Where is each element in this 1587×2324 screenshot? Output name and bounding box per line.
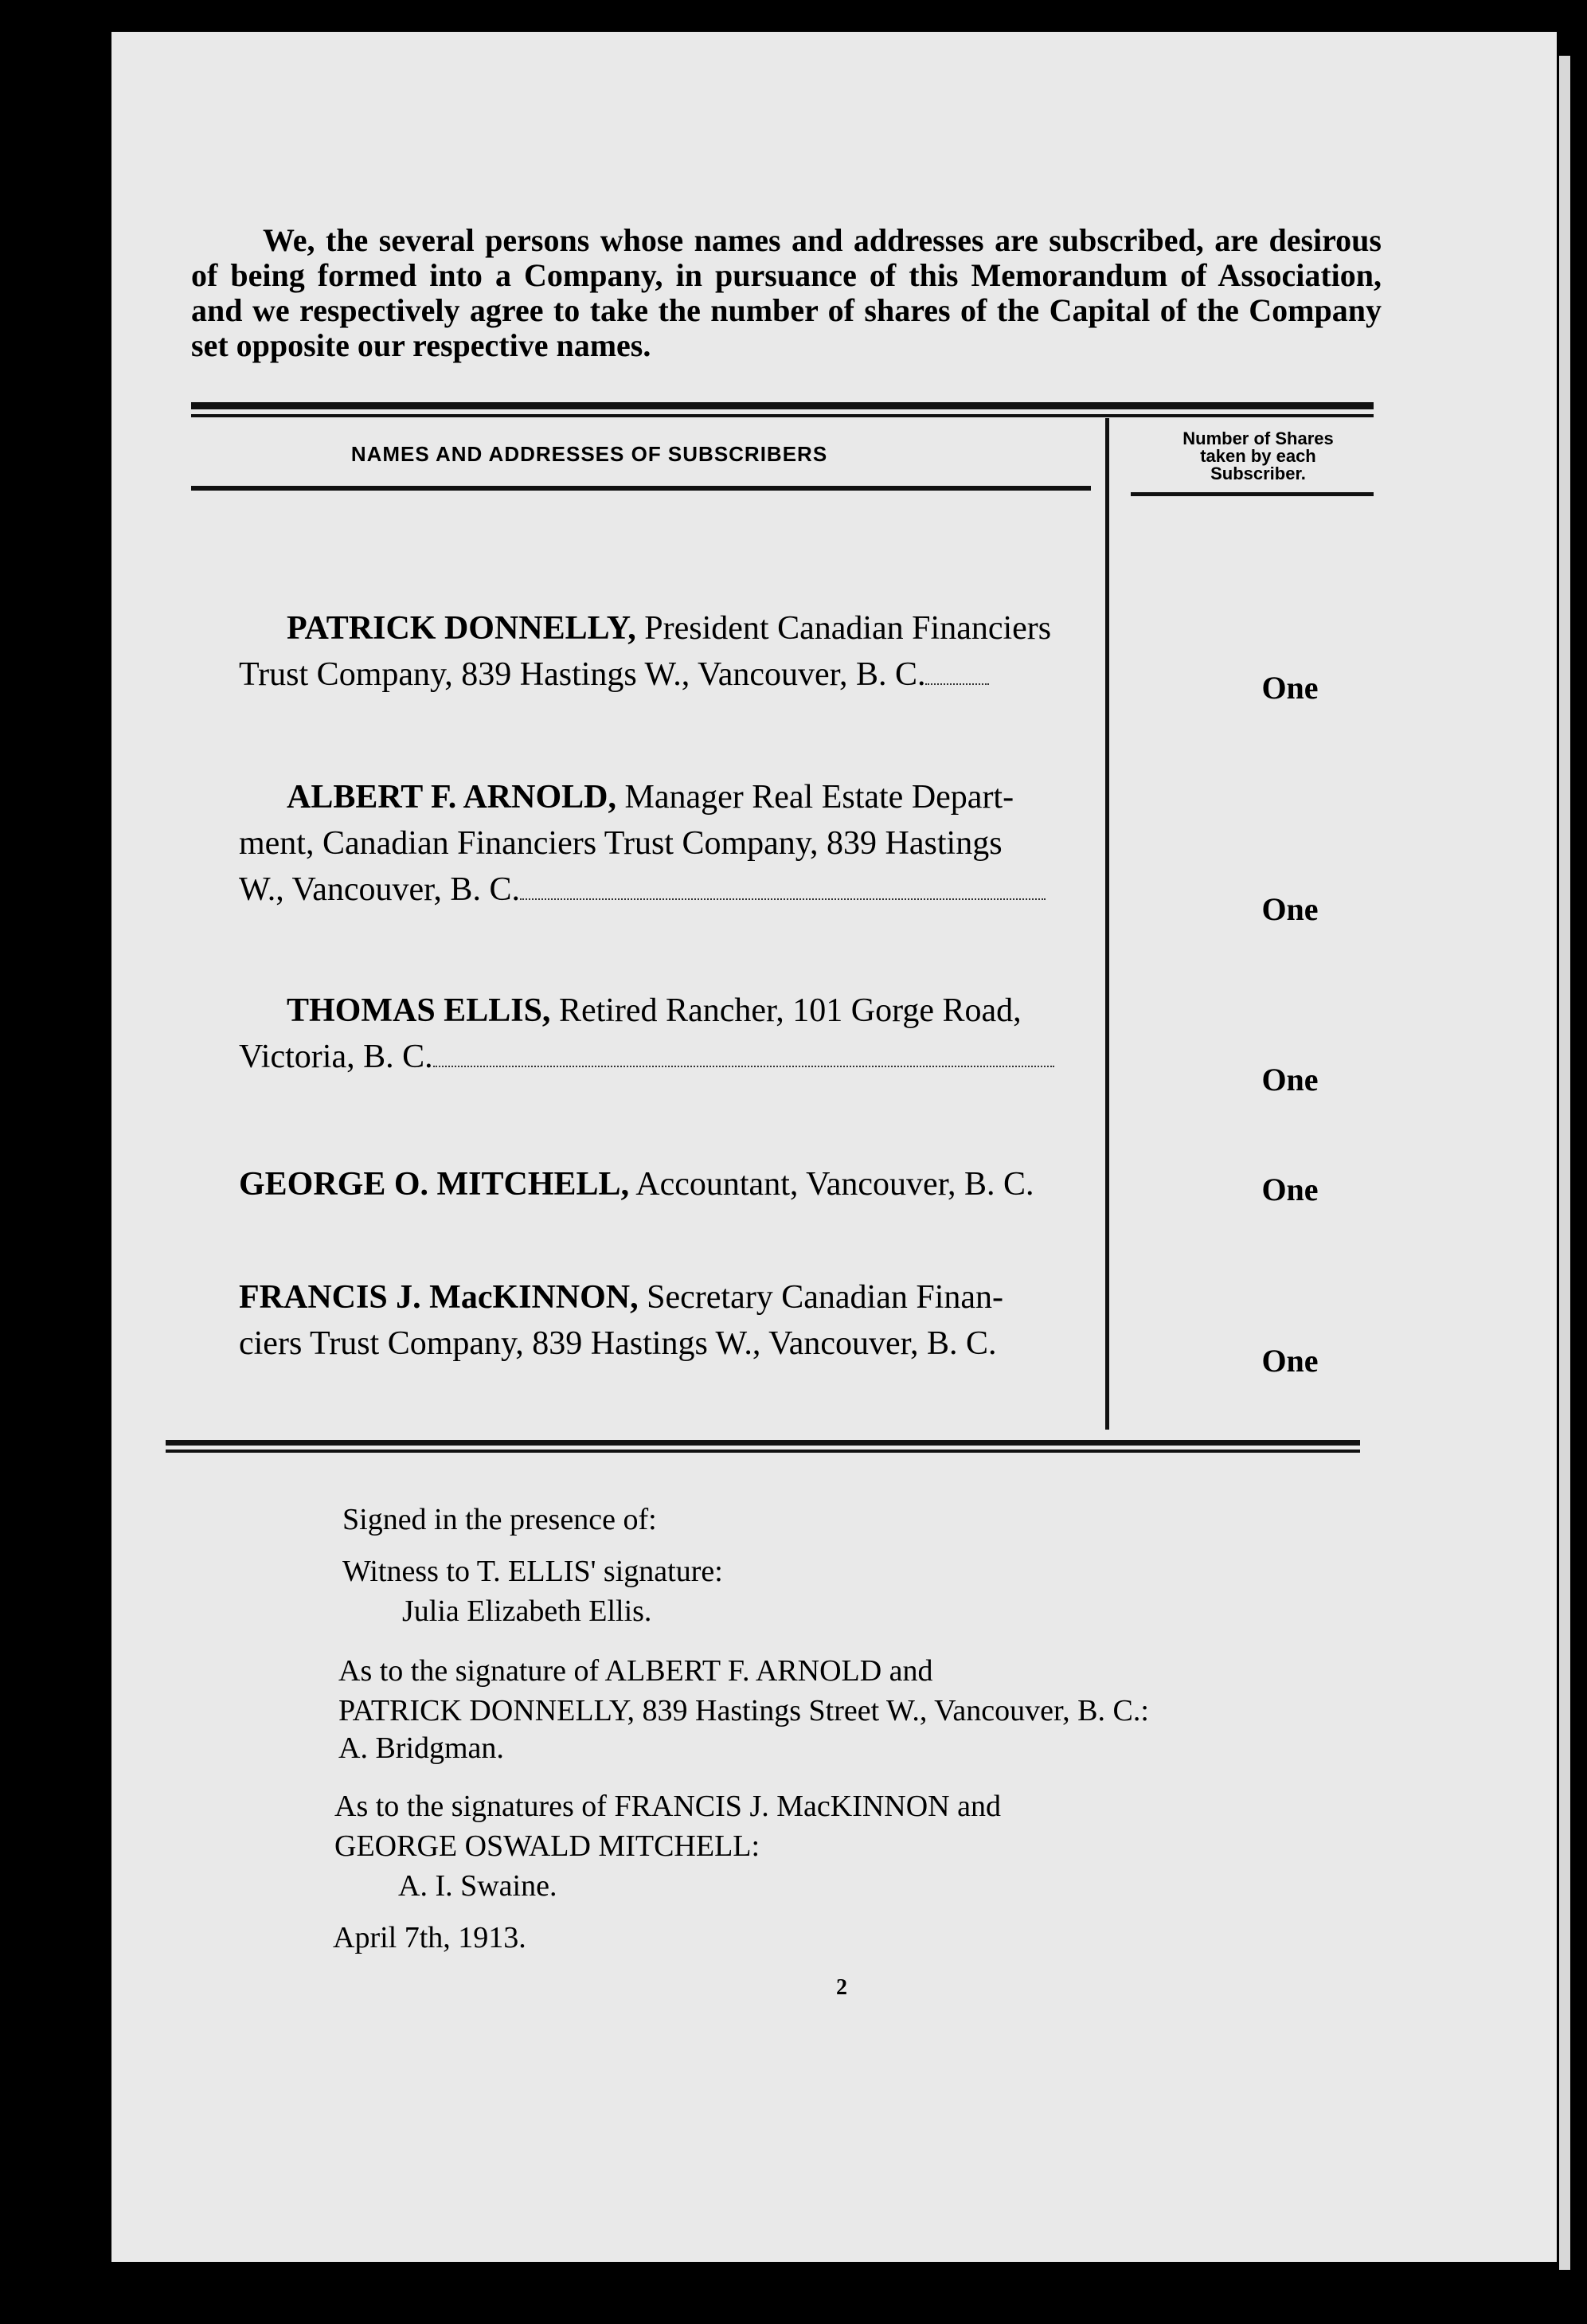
shares-header-line: Subscriber. [1210,464,1306,483]
shares-header-line: Number of Shares [1182,428,1334,448]
document-date: April 7th, 1913. [333,1921,526,1954]
shares-header-line: taken by each [1200,446,1316,466]
entry-line [239,1320,1095,1367]
page-number: 2 [836,1975,847,2000]
mackinnon-mitchell-line1: As to the signatures of FRANCIS J. MacKINNON and [334,1790,1001,1823]
arnold-donnelly-witness: A. Bridgman. [338,1731,504,1765]
intro-paragraph: We, the several persons whose names and addresses are subscribed, are desirous of being formed into a Company, in pursuance of this Memorandum of Association, and we respectively agree to take the number of shares of the Capital of the Company set opposite our respective names. [191,222,1382,363]
subscriber-name: ALBERT F. ARNOLD, [287,779,616,816]
witness-ellis-label: Witness to T. ELLIS' signature: [342,1555,723,1588]
subscriber-name: GEORGE O. MITCHELL, [239,1166,630,1203]
subscriber-entry [239,988,1095,1080]
entry-line [239,1161,1095,1207]
entry-line [239,651,1095,698]
shares-value: One [1261,1343,1319,1379]
arnold-donnelly-line2: PATRICK DONNELLY, 839 Hastings Street W., Vancouver, B. C.: [338,1694,1149,1727]
table-bottom-rule-thin [166,1450,1360,1453]
subscriber-address: ciers Trust Company, 839 Hastings W., Vancouver, B. C. [239,1325,997,1362]
entry-line [239,867,1095,913]
arnold-donnelly-line1: As to the signature of ALBERT F. ARNOLD and [338,1654,933,1688]
subscriber-address: Trust Company, 839 Hastings W., Vancouver, B. C. [239,656,926,693]
leader-dots [520,898,1046,900]
subscriber-name: PATRICK DONNELLY, [287,610,636,647]
table-top-rule-thin [191,414,1374,417]
subscriber-entry [239,774,1095,913]
subscriber-address: President Canadian Financiers [644,610,1052,647]
subscriber-entry [239,1161,1095,1207]
shares-value: One [1261,1062,1319,1097]
leader-dots [433,1066,1054,1067]
subscriber-address: Accountant, Vancouver, B. C. [635,1166,1034,1203]
table-bottom-rule [166,1440,1360,1446]
subscriber-entry [239,1274,1095,1367]
subscriber-address: Manager Real Estate Depart- [624,779,1014,816]
shares-value: One [1261,670,1319,706]
subscriber-name: FRANCIS J. MacKINNON, [239,1279,639,1316]
subscriber-address: W., Vancouver, B. C. [239,871,520,908]
entry-line [239,1034,1095,1080]
entry-line [239,774,1095,820]
header-rule-left [191,486,1091,491]
witness-ellis-name: Julia Elizabeth Ellis. [402,1594,652,1628]
shares-value: One [1261,891,1319,927]
subscriber-name: THOMAS ELLIS, [287,992,551,1029]
entry-line [239,605,1095,651]
facing-page-edge [1559,56,1570,2270]
subscriber-address: ment, Canadian Financiers Trust Company, 839 Hastings [239,825,1003,862]
shares-column-header [1139,430,1378,483]
mackinnon-mitchell-line2: GEORGE OSWALD MITCHELL: [334,1829,760,1863]
table-top-rule [191,402,1374,409]
header-rule-right [1131,492,1374,496]
subscriber-entry [239,605,1095,698]
entry-line [239,820,1095,867]
column-divider [1105,418,1109,1430]
shares-value: One [1261,1172,1319,1207]
leader-dots [925,683,989,685]
subscriber-address: Retired Rancher, 101 Gorge Road, [558,992,1022,1029]
subscriber-address: Victoria, B. C. [239,1039,433,1075]
entry-line [239,988,1095,1034]
entry-line [239,1274,1095,1320]
subscriber-address: Secretary Canadian Finan- [647,1279,1003,1316]
mackinnon-mitchell-witness: A. I. Swaine. [398,1869,557,1903]
signed-in-presence: Signed in the presence of: [342,1503,657,1536]
names-column-header: NAMES AND ADDRESSES OF SUBSCRIBERS [350,442,828,466]
